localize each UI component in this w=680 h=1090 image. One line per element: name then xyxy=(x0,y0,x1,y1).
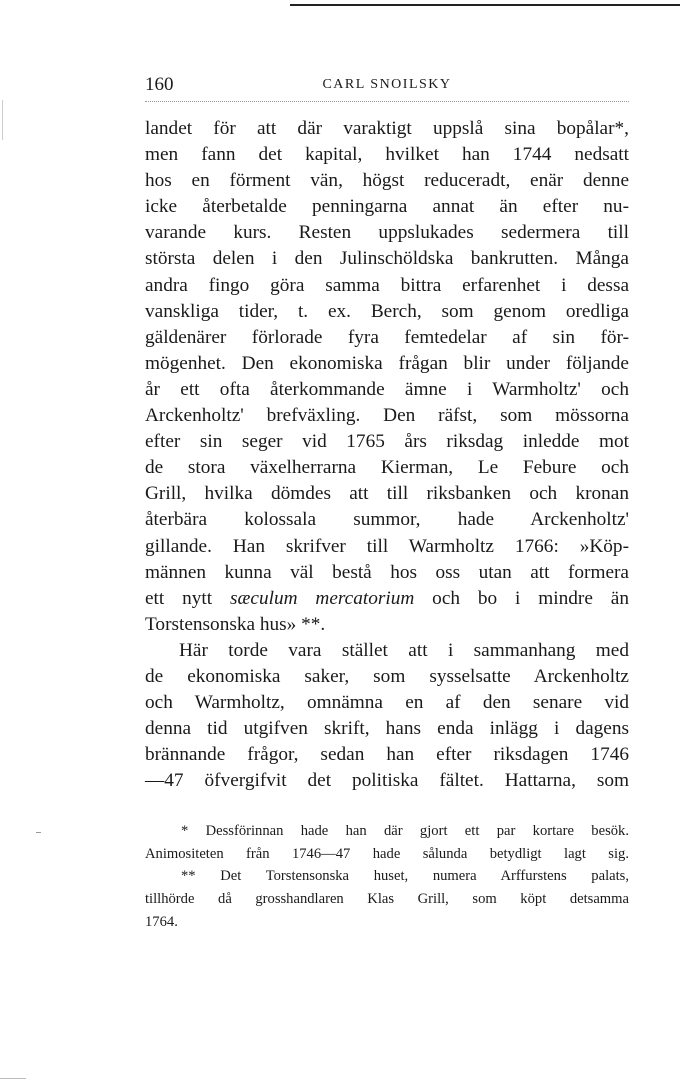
text-line: men fann det kapital, hvilket han 1744 nedsatt xyxy=(145,144,629,166)
text-line: mögenhet. Den ekonomiska frågan blir under följande xyxy=(145,352,629,374)
text-line: landet för att där varaktigt uppslå sina bopålar*, xyxy=(145,118,629,139)
text-line: brännande frågor, sedan han efter riksdagen 1746 xyxy=(145,744,629,766)
header-divider xyxy=(145,101,629,102)
text-line: och Warmholtz, omnämna en af den senare vid xyxy=(145,692,629,714)
paragraph-start-line: Här torde vara stället att i sammanhang med xyxy=(179,639,629,661)
text-line: vanskliga tider, t. ex. Berch, som genom oredliga xyxy=(145,300,629,322)
text-line: gäldenärer förlorade fyra femtedelar af sin för- xyxy=(145,326,629,348)
text-line: —47 öfvergifvit det politiska fältet. Hattarna, som xyxy=(145,770,629,792)
footnote-2-line: 1764. xyxy=(145,913,178,930)
text-line: de ekonomiska saker, som sysselsatte Arckenholtz xyxy=(145,665,629,687)
page-header xyxy=(145,74,629,98)
footnote-1-line: * Dessförinnan hade han där gjort ett par kortare besök. xyxy=(181,823,629,839)
running-head: CARL SNOILSKY xyxy=(322,77,452,92)
margin-tick xyxy=(36,832,41,833)
footnote-2-line: tillhörde då grosshandlaren Klas Grill, som köpt detsamma xyxy=(145,891,629,908)
text-line: största delen i den Julinschöldska bankrutten. Många xyxy=(145,248,629,270)
text-line: år ett ofta återkommande ämne i Warmholtz' och xyxy=(145,378,629,400)
text-line: denna tid utgifven skrift, hans enda inlägg i dagens xyxy=(145,718,629,740)
text-line: männen kunna väl bestå hos oss utan att formera xyxy=(145,561,629,583)
text-line: de stora växelherrarna Kierman, Le Febure och xyxy=(145,457,629,479)
text-line-latin xyxy=(145,586,629,612)
paragraph-end-line: Torstensonska hus» **. xyxy=(145,613,326,635)
bottom-edge-mark xyxy=(0,1078,26,1079)
page-edge-mark xyxy=(2,100,3,140)
latin-before: ett nytt xyxy=(145,587,231,609)
body-text xyxy=(145,116,629,794)
text-line: efter sin seger vid 1765 års riksdag inledde mot xyxy=(145,431,629,453)
footnote-2-line: ** Det Torstensonska huset, numera Arffurstens palats, xyxy=(181,868,629,885)
text-line: gillande. Han skrifver till Warmholtz 1766: »Köp- xyxy=(145,535,629,557)
footnote-1-line: Animositeten från 1746—47 hade sålunda betydligt lagt sig. xyxy=(145,845,629,862)
latin-after: och bo i mindre än xyxy=(414,587,629,609)
text-line: hos en förment vän, högst reduceradt, enär denne xyxy=(145,170,629,192)
top-border-rule xyxy=(290,4,680,6)
text-line: Grill, hvilka dömdes att till riksbanken och kronan xyxy=(145,483,629,505)
text-line: Arckenholtz' brefväxling. Den räfst, som mössorna xyxy=(145,405,629,427)
text-line: andra fingo göra samma bittra erfarenhet i dessa xyxy=(145,274,629,296)
latin-phrase: sæculum mercatorium xyxy=(230,587,415,609)
text-line: varande kurs. Resten uppslukades sedermera till xyxy=(145,222,629,244)
footnotes xyxy=(145,820,629,933)
page-number: 160 xyxy=(145,74,174,95)
text-line: återbära kolossala summor, hade Arckenholtz' xyxy=(145,509,629,531)
text-line: icke återbetalde penningarna annat än efter nu- xyxy=(145,196,629,218)
